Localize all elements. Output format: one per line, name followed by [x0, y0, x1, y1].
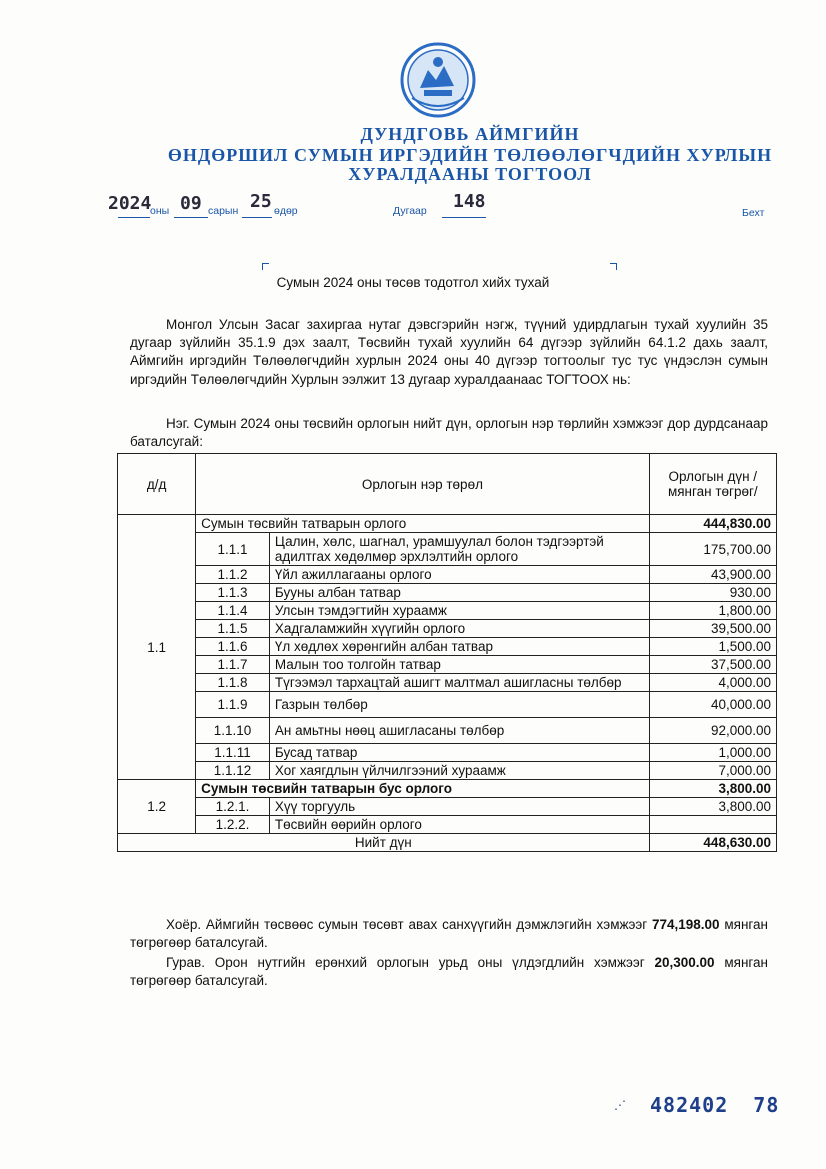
header-line-aimag: ДУНДГОВЬ АЙМГИЙН [360, 124, 580, 144]
table-row: 1.1.3 Бууны албан татвар 930.00 [118, 584, 777, 602]
table-row: 1.1.11 Бусад татвар 1,000.00 [118, 744, 777, 762]
table-row: 1.1.6 Үл хөдлөх хөрөнгийн албан татвар 1,500.00 [118, 638, 777, 656]
item-three-amount: 20,300.00 [654, 955, 715, 970]
serial-suffix: 78 [753, 1093, 780, 1117]
serial-stamp [650, 1093, 779, 1117]
serial-number: 482402 [650, 1093, 729, 1117]
number-label: Дугаар [393, 205, 427, 217]
item-one-paragraph: Нэг. Сумын 2024 оны төсвийн орлогын нийт дүн, орлогын нэр төрлийн хэмжээг дор дурдсанаар баталсугай: [130, 416, 768, 450]
group-code: 1.2 [118, 780, 196, 834]
mongolia-state-emblem-icon [398, 40, 478, 120]
table-row: 1.1.10 Ан амьтны нөөц ашигласаны төлбөр 92,000.00 [118, 718, 777, 744]
place-name: Бехт [742, 207, 765, 219]
group-title: Сумын төсвийн татварын бус орлого [196, 780, 649, 798]
group-code: 1.1 [118, 515, 196, 780]
day-label: өдөр [274, 205, 298, 217]
subject-bracket-left [262, 263, 269, 270]
year-label: оны [150, 205, 170, 217]
table-row: 1.1.1 Цалин, хөлс, шагнал, урамшуулал болон тэдгээртэй адилтгах хөдөлмөр эрхлэлтийн орлого 175,700.00 [118, 533, 777, 566]
table-row: 1.1.8 Түгээмэл тархацтай ашигт малтмал ашигласны төлбөр 4,000.00 [118, 674, 777, 692]
table-row: 1.1.9 Газрын төлбөр 40,000.00 [118, 692, 777, 718]
group-title: Сумын төсвийн татварын орлого [196, 515, 649, 533]
table-row: 1.1.2 Үйл ажиллагааны орлого 43,900.00 [118, 566, 777, 584]
date-number-line [108, 191, 778, 221]
subject-bracket-right [610, 263, 617, 270]
group-total: 444,830.00 [649, 515, 776, 533]
revenue-table [117, 453, 777, 852]
stamp-mark: ⋰ [614, 1098, 626, 1112]
preamble-paragraph: Монгол Улсын Засаг захиргаа нутаг дэвсгэрийн нэгж, түүний удирдлагын тухай хуулийн 35 дугаар зүйлийн 35.1.9 дэх заалт, Төсвийн тухай хуулийн 64 дүгээр зүйлийн 64.1.2 дахь заалт, Аймгийн иргэдийн Төлөөлөгчдийн хурлын 2024 оны 40 дүгээр тогтоолыг тус тус үндэслэн сумын иргэдийн Төлөөлөгчдийн Хурлын ээлжит 13 дугаар хуралдаанаас ТОГТООХ нь: [130, 317, 768, 387]
grand-total-value: 448,630.00 [649, 834, 776, 852]
table-row: 1.1.7 Малын тоо толгойн татвар 37,500.00 [118, 656, 777, 674]
handwritten-day: 25 [250, 191, 272, 212]
item-two-amount: 774,198.00 [652, 917, 720, 932]
table-row: 1.1.5 Хадгаламжийн хүүгийн орлого 39,500.00 [118, 620, 777, 638]
header-number: д/д [118, 454, 196, 515]
item-three-paragraph: Гурав. Орон нутгийн ерөнхий орлогын урьд оны үлдэгдлийн хэмжээг 20,300.00 мянган төгрөгөөр баталсугай. [130, 955, 769, 989]
table-row: 1.2.2. Төсвийн өөрийн орлого [118, 816, 777, 834]
month-label: сарын [208, 205, 239, 217]
handwritten-number: 148 [453, 191, 486, 212]
grand-total-label: Нийт дүн [118, 834, 650, 852]
handwritten-month: 09 [180, 193, 202, 214]
header-line-resolution: ХУРАЛДААНЫ ТОГТООЛ [348, 164, 592, 184]
table-row: 1.1.12 Хог хаягдлын үйлчилгээний хураамж 7,000.00 [118, 762, 777, 780]
group-total: 3,800.00 [649, 780, 776, 798]
header-amount: Орлогын дүн /мянган төгрөг/ [649, 454, 776, 515]
header-revenue-type: Орлогын нэр төрөл [196, 454, 649, 515]
item-two-paragraph: Хоёр. Аймгийн төсвөөс сумын төсөвт авах санхүүгийн дэмжлэгийн хэмжээг 774,198.00 мянган төгрөгөөр баталсугай. [130, 917, 769, 951]
handwritten-year: 2024 [108, 193, 152, 214]
resolution-subject: Сумын 2024 оны төсөв тодотгол хийх тухай [276, 275, 550, 290]
table-row: 1.2.1. Хүү торгууль 3,800.00 [118, 798, 777, 816]
table-row: 1.1.4 Улсын тэмдэгтийн хураамж 1,800.00 [118, 602, 777, 620]
header-line-khural: ӨНДӨРШИЛ СУМЫН ИРГЭДИЙН ТӨЛӨӨЛӨГЧДИЙН ХУРЛЫН [167, 145, 773, 165]
